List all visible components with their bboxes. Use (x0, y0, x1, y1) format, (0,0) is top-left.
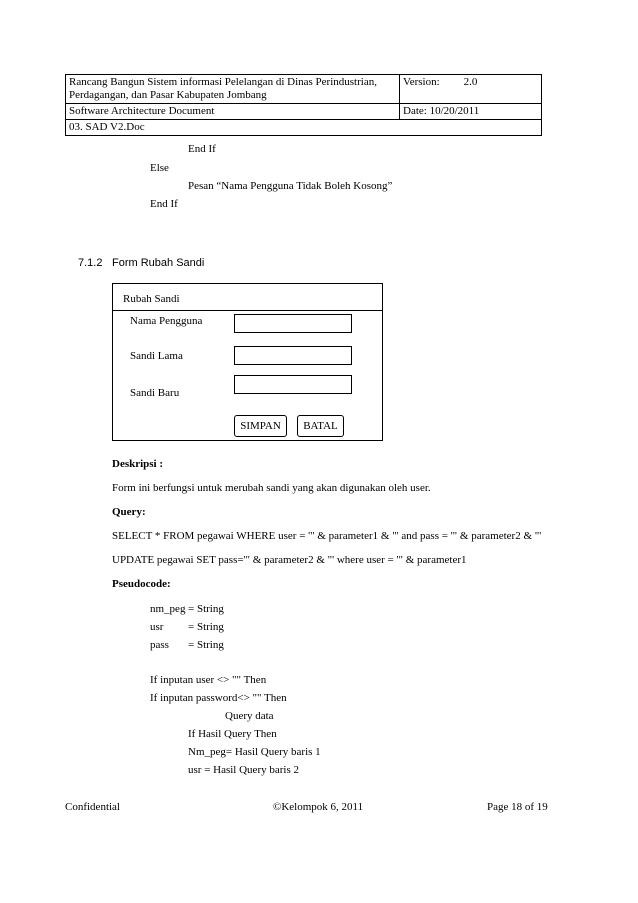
document-header-table (65, 74, 542, 136)
header-title-cell (66, 75, 400, 103)
pseudo-var-name: pass (150, 639, 169, 651)
footer-copyright: ©Kelompok 6, 2011 (273, 801, 364, 813)
label-nama-pengguna: Nama Pengguna (130, 315, 203, 327)
pseudo-var-type: = String (188, 639, 224, 651)
version-value: 2.0 (463, 76, 478, 88)
section-number: 7.1.2 (78, 257, 103, 269)
pseudo-line: If inputan user <> "" Then (150, 674, 267, 686)
header-title-line2: Perdagangan, dan Pasar Kabupaten Jombang (69, 89, 267, 101)
doc-id-cell: 03. SAD V2.Doc (69, 121, 145, 133)
header-row-docid (66, 119, 541, 135)
description-heading: Deskripsi : (112, 458, 164, 470)
pseudo-line: Query data (225, 710, 274, 722)
code-line: Else (150, 162, 169, 174)
pseudo-line: If inputan password<> "" Then (150, 692, 287, 704)
pseudo-line: Nm_peg= Hasil Query baris 1 (188, 746, 321, 758)
description-text: Form ini berfungsi untuk merubah sandi yang akan digunakan oleh user. (112, 482, 431, 494)
form-title-bar (113, 284, 382, 311)
footer-confidential: Confidential (65, 801, 120, 813)
query-select: SELECT * FROM pegawai WHERE user = '" & parameter1 & "' and pass = '" & parameter2 & "' (112, 530, 542, 542)
form-title: Rubah Sandi (123, 293, 180, 305)
code-line: End If (150, 198, 178, 210)
sandi-lama-input[interactable] (234, 346, 352, 365)
header-row-title (66, 75, 541, 103)
batal-button[interactable]: BATAL (297, 415, 344, 437)
simpan-button[interactable]: SIMPAN (234, 415, 287, 437)
pseudo-var-type: = String (188, 621, 224, 633)
query-heading: Query: (112, 506, 146, 518)
code-line: Pesan “Nama Pengguna Tidak Boleh Kosong” (188, 180, 393, 192)
section-title: Form Rubah Sandi (112, 257, 205, 269)
pseudo-var-name: nm_peg (150, 603, 186, 615)
date-cell: Date: 10/20/2011 (403, 105, 480, 117)
doc-type-cell: Software Architecture Document (66, 104, 400, 119)
pseudo-var-type: = String (188, 603, 224, 615)
version-label: Version: (403, 76, 440, 88)
sandi-baru-input[interactable] (234, 375, 352, 394)
query-update: UPDATE pegawai SET pass='" & parameter2 & "' where user = '" & parameter1 (112, 554, 467, 566)
form-mockup (112, 283, 383, 441)
header-version-cell (400, 75, 541, 103)
pseudo-line: If Hasil Query Then (188, 728, 277, 740)
label-sandi-baru: Sandi Baru (130, 387, 180, 399)
label-sandi-lama: Sandi Lama (130, 350, 183, 362)
header-row-doctype (66, 103, 541, 119)
footer-page-number: Page 18 of 19 (487, 801, 548, 813)
nama-pengguna-input[interactable] (234, 314, 352, 333)
code-line: End If (188, 143, 216, 155)
pseudocode-heading: Pseudocode: (112, 578, 171, 590)
pseudo-var-name: usr (150, 621, 164, 633)
pseudo-line: usr = Hasil Query baris 2 (188, 764, 299, 776)
header-title-line1: Rancang Bangun Sistem informasi Pelelangan di Dinas Perindustrian, (69, 76, 377, 88)
